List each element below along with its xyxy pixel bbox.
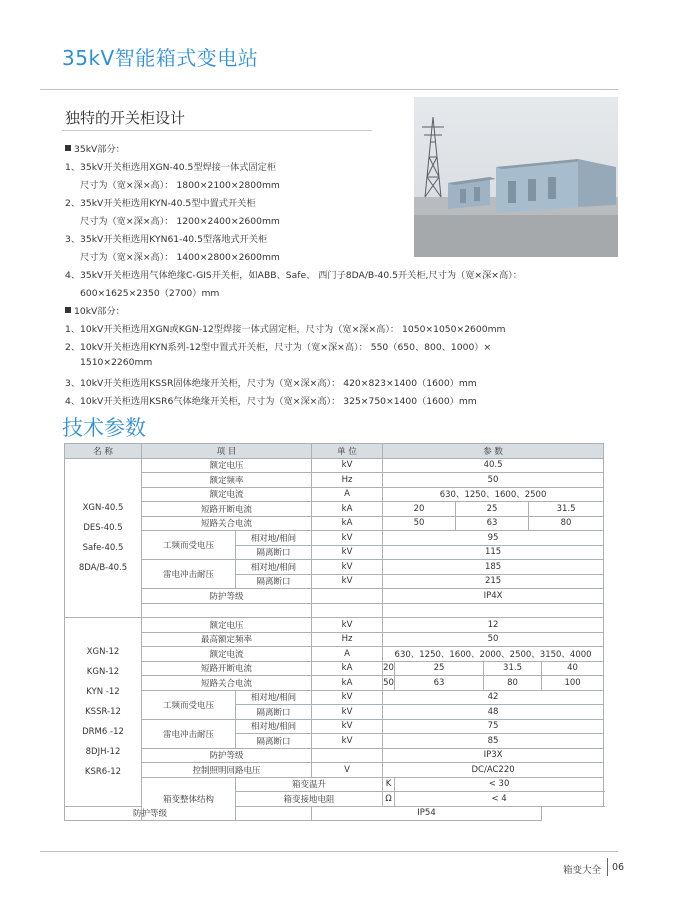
substation-photo: [378, 97, 618, 257]
paragraph-line: 3、10kV开关柜选用KSSR固体绝缘开关柜，尺寸为（宽×深×高）： 420×823×1400（1600）mm: [65, 378, 477, 389]
table-row: 额定电流 A 630、1250、1600、2000、2500、3150、4000: [65, 647, 604, 662]
header-cell: 参 数: [383, 444, 604, 459]
footer-label: 箱变大全: [563, 865, 602, 876]
footer-separator: [607, 858, 608, 876]
paragraph-line: 尺寸为（宽×深×高）： 1200×2400×2600mm: [80, 216, 280, 227]
model-names-10kv: XGN-12 KGN-12 KYN -12 KSSR-12 DRM6 -12 8DJH-12 KSR6-12: [65, 618, 142, 807]
paragraph-line: 4、10kV开关柜选用KSR6气体绝缘开关柜，尺寸为（宽×深×高）： 325×750×1400（1600）mm: [65, 396, 477, 407]
table-row: [65, 603, 604, 618]
table-row: 额定电流 A 630、1250、1600、2500: [65, 487, 604, 502]
header-cell: 项 目: [142, 444, 312, 459]
page-number: 06: [612, 862, 625, 873]
paragraph-line: 4、35kV开关柜选用气体绝缘C-GIS开关柜，如ABB、Safe、 西门子8DA/B-40.5开关柜,尺寸为（宽×深×高）：: [65, 270, 522, 281]
box-structure-name: 箱变整体结构: [142, 777, 236, 821]
header-divider: [40, 89, 618, 90]
paragraph-line: 2、35kV开关柜选用KYN-40.5型中置式开关柜: [65, 198, 256, 209]
table-row: 短路关合电流 kA 50 63 80: [65, 516, 604, 531]
header-cell: 单 位: [312, 444, 383, 459]
heading-10kv: 10kV部分：: [65, 303, 125, 317]
table-row: 箱变接地电阻 Ω < 4: [65, 792, 604, 807]
table-row: XGN-12 KGN-12 KYN -12 KSSR-12 DRM6 -12 8DJH-12 KSR6-12 额定电压 kV 12: [65, 618, 604, 633]
section-divider: [62, 130, 372, 131]
table-row: 工频而受电压 相对地/相间 kV 42: [65, 690, 604, 705]
paragraph-line: 尺寸为（宽×深×高）： 1400×2800×2600mm: [80, 252, 280, 263]
table-row: 短路开断电流 kA 20 25 31.5: [65, 502, 604, 517]
tech-params-title: 技术参数: [62, 416, 146, 440]
header-cell: 名 称: [65, 444, 142, 459]
model-names-35kv: XGN-40.5 DES-40.5 Safe-40.5 8DA/B-40.5: [65, 458, 142, 618]
section-title: 独特的开关柜设计: [65, 109, 186, 127]
table-row: 工频而受电压 相对地/相间 kV 95: [65, 531, 604, 546]
table-row: 防护等级 IP3X: [65, 748, 604, 763]
table-row: 防护等级 IP4X: [65, 589, 604, 604]
table-row: 短路关合电流 kA 50 63 80 100: [65, 676, 604, 691]
table-row: 额定频率 Hz 50: [65, 473, 604, 488]
table-row: 隔离断口 kV 215: [65, 574, 604, 589]
paragraph-line: 1、10kV开关柜选用XGN或KGN-12型焊接一体式固定柜，尺寸为（宽×深×高）： 1050×1050×2600mm: [65, 324, 506, 335]
table-row: 箱变整体结构 箱变温升 K < 30: [65, 777, 604, 792]
table-row: 雷电冲击耐压 相对地/相间 kV 185: [65, 560, 604, 575]
table-row: 隔离断口 kV 85: [65, 734, 604, 749]
table-row: 短路开断电流 kA 20 25 31.5 40: [65, 661, 604, 676]
footer-divider: [40, 851, 618, 852]
table-row: 防护等级 IP54: [65, 806, 604, 821]
heading-35kv: 35kV部分：: [65, 141, 125, 155]
paragraph-line: 1510×2260mm: [80, 357, 153, 368]
paragraph-line: 600×1625×2350（2700）mm: [80, 288, 220, 299]
spec-table: [64, 443, 604, 821]
paragraph-line: 3、35kV开关柜选用KYN61-40.5型落地式开关柜: [65, 234, 268, 245]
table-row: 隔离断口 kV 48: [65, 705, 604, 720]
square-bullet-icon: [65, 307, 71, 313]
table-row: 雷电冲击耐压 相对地/相间 kV 75: [65, 719, 604, 734]
paragraph-line: 1、35kV开关柜选用XGN-40.5型焊接一体式固定柜: [65, 162, 277, 173]
table-row: 隔离断口 kV 115: [65, 545, 604, 560]
table-header-row: [65, 444, 604, 459]
table-row: 最高额定频率 Hz 50: [65, 632, 604, 647]
table-row: 控制照明回路电压 V DC/AC220: [65, 763, 604, 778]
table-row: XGN-40.5 DES-40.5 Safe-40.5 8DA/B-40.5 额定电压 kV 40.5: [65, 458, 604, 473]
paragraph-line: 尺寸为（宽×深×高）： 1800×2100×2800mm: [80, 180, 280, 191]
paragraph-line: 2、10kV开关柜选用KYN系列-12型中置式开关柜，尺寸为（宽×深×高）： 550（650、800、1000）×: [65, 342, 492, 353]
page-title: 35kV智能箱式变电站: [62, 46, 259, 70]
square-bullet-icon: [65, 145, 71, 151]
